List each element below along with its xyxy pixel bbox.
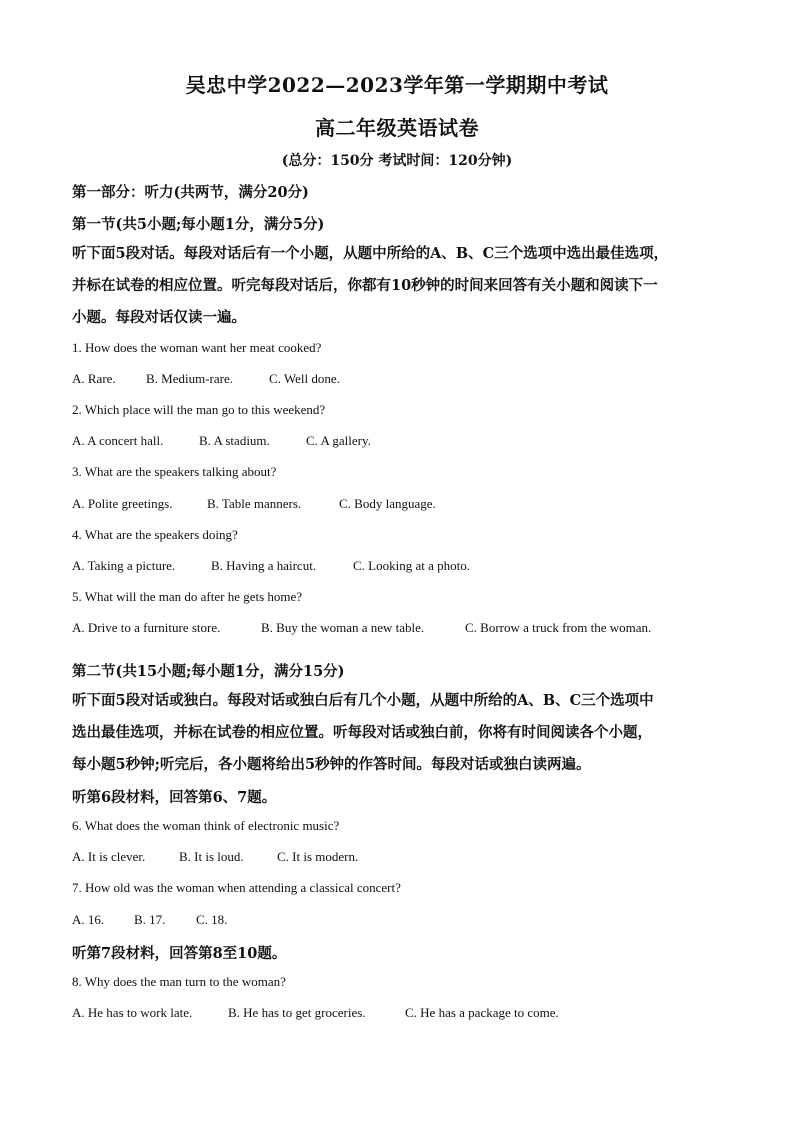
option-c: C. He has a package to come.	[405, 1005, 559, 1020]
question-3-stem: 3. What are the speakers talking about?	[72, 464, 277, 479]
option-c: C. Looking at a photo.	[353, 558, 470, 573]
option-a: A. Taking a picture.	[72, 558, 176, 573]
instruction-line: 并标在试卷的相应位置。听完每段对话后，你都有10秒钟的时间来回答有关小题和阅读下一	[72, 277, 658, 294]
question-2-stem: 2. Which place will the man go to this weekend?	[72, 402, 326, 417]
question-8-options	[72, 1005, 559, 1021]
option-a: A. It is clever.	[72, 849, 146, 864]
option-a: A. 16.	[72, 912, 105, 927]
question-8-stem: 8. Why does the man turn to the woman?	[72, 974, 286, 989]
instruction-line: 小题。每段对话仅读一遍。	[72, 309, 246, 326]
instruction-line: 听下面5段对话。每段对话后有一个小题，从题中所给的A、B、C三个选项中选出最佳选项，	[72, 245, 669, 262]
option-a: A. Polite greetings.	[72, 496, 173, 511]
question-1-options	[72, 371, 340, 387]
option-b: B. A stadium.	[199, 433, 270, 448]
section1-heading: 第一节(共5小题;每小题1分，满分5分)	[72, 216, 325, 233]
option-c: C. Body language.	[339, 496, 436, 511]
option-b: B. Table manners.	[207, 496, 302, 511]
section2-heading: 第二节(共15小题;每小题1分，满分15分)	[72, 663, 345, 680]
question-4-stem: 4. What are the speakers doing?	[72, 527, 238, 542]
question-7-stem: 7. How old was the woman when attending a classical concert?	[72, 880, 401, 895]
option-c: C. Well done.	[269, 371, 340, 386]
option-b: B. 17.	[134, 912, 166, 927]
option-b: B. Medium-rare.	[146, 371, 234, 386]
option-c: C. Borrow a truck from the woman.	[465, 620, 652, 635]
exam-subtitle: 高二年级英语试卷	[315, 116, 479, 140]
question-7-options	[72, 912, 227, 928]
question-4-options	[72, 558, 470, 574]
question-6-stem: 6. What does the woman think of electronic music?	[72, 818, 340, 833]
option-b: B. Buy the woman a new table.	[261, 620, 425, 635]
instruction-line: 选出最佳选项，并标在试卷的相应位置。听每段对话或独白前，你将有时间阅读各个小题，	[72, 724, 652, 741]
option-b: B. Having a haircut.	[211, 558, 317, 573]
part1-heading: 第一部分：听力(共两节，满分20分)	[72, 184, 309, 201]
question-2-options	[72, 433, 371, 449]
section1-instruction	[72, 238, 724, 334]
option-c: C. A gallery.	[306, 433, 371, 448]
group7-heading: 听第7段材料，回答第8至10题。	[72, 945, 287, 962]
option-a: A. Drive to a furniture store.	[72, 620, 221, 635]
instruction-line: 听下面5段对话或独白。每段对话或独白后有几个小题，从题中所给的A、B、C三个选项中	[72, 692, 654, 709]
instruction-line: 每小题5秒钟;听完后，各小题将给出5秒钟的作答时间。每段对话或独白读两遍。	[72, 756, 591, 773]
option-c: C. 18.	[196, 912, 228, 927]
section2-instruction	[72, 685, 724, 781]
option-a: A. He has to work late.	[72, 1005, 193, 1020]
question-5-options	[72, 620, 651, 636]
option-a: A. Rare.	[72, 371, 116, 386]
option-b: B. It is loud.	[179, 849, 244, 864]
exam-title: 吴忠中学2022—2023学年第一学期期中考试	[185, 73, 609, 97]
question-3-options	[72, 496, 436, 512]
option-c: C. It is modern.	[277, 849, 359, 864]
option-b: B. He has to get groceries.	[228, 1005, 366, 1020]
option-a: A. A concert hall.	[72, 433, 164, 448]
question-5-stem: 5. What will the man do after he gets home?	[72, 589, 303, 604]
exam-info: (总分：150分 考试时间：120分钟)	[281, 153, 513, 169]
question-1-stem: 1. How does the woman want her meat cooked?	[72, 340, 322, 355]
group6-heading: 听第6段材料，回答第6、7题。	[72, 789, 277, 806]
question-6-options	[72, 849, 358, 865]
